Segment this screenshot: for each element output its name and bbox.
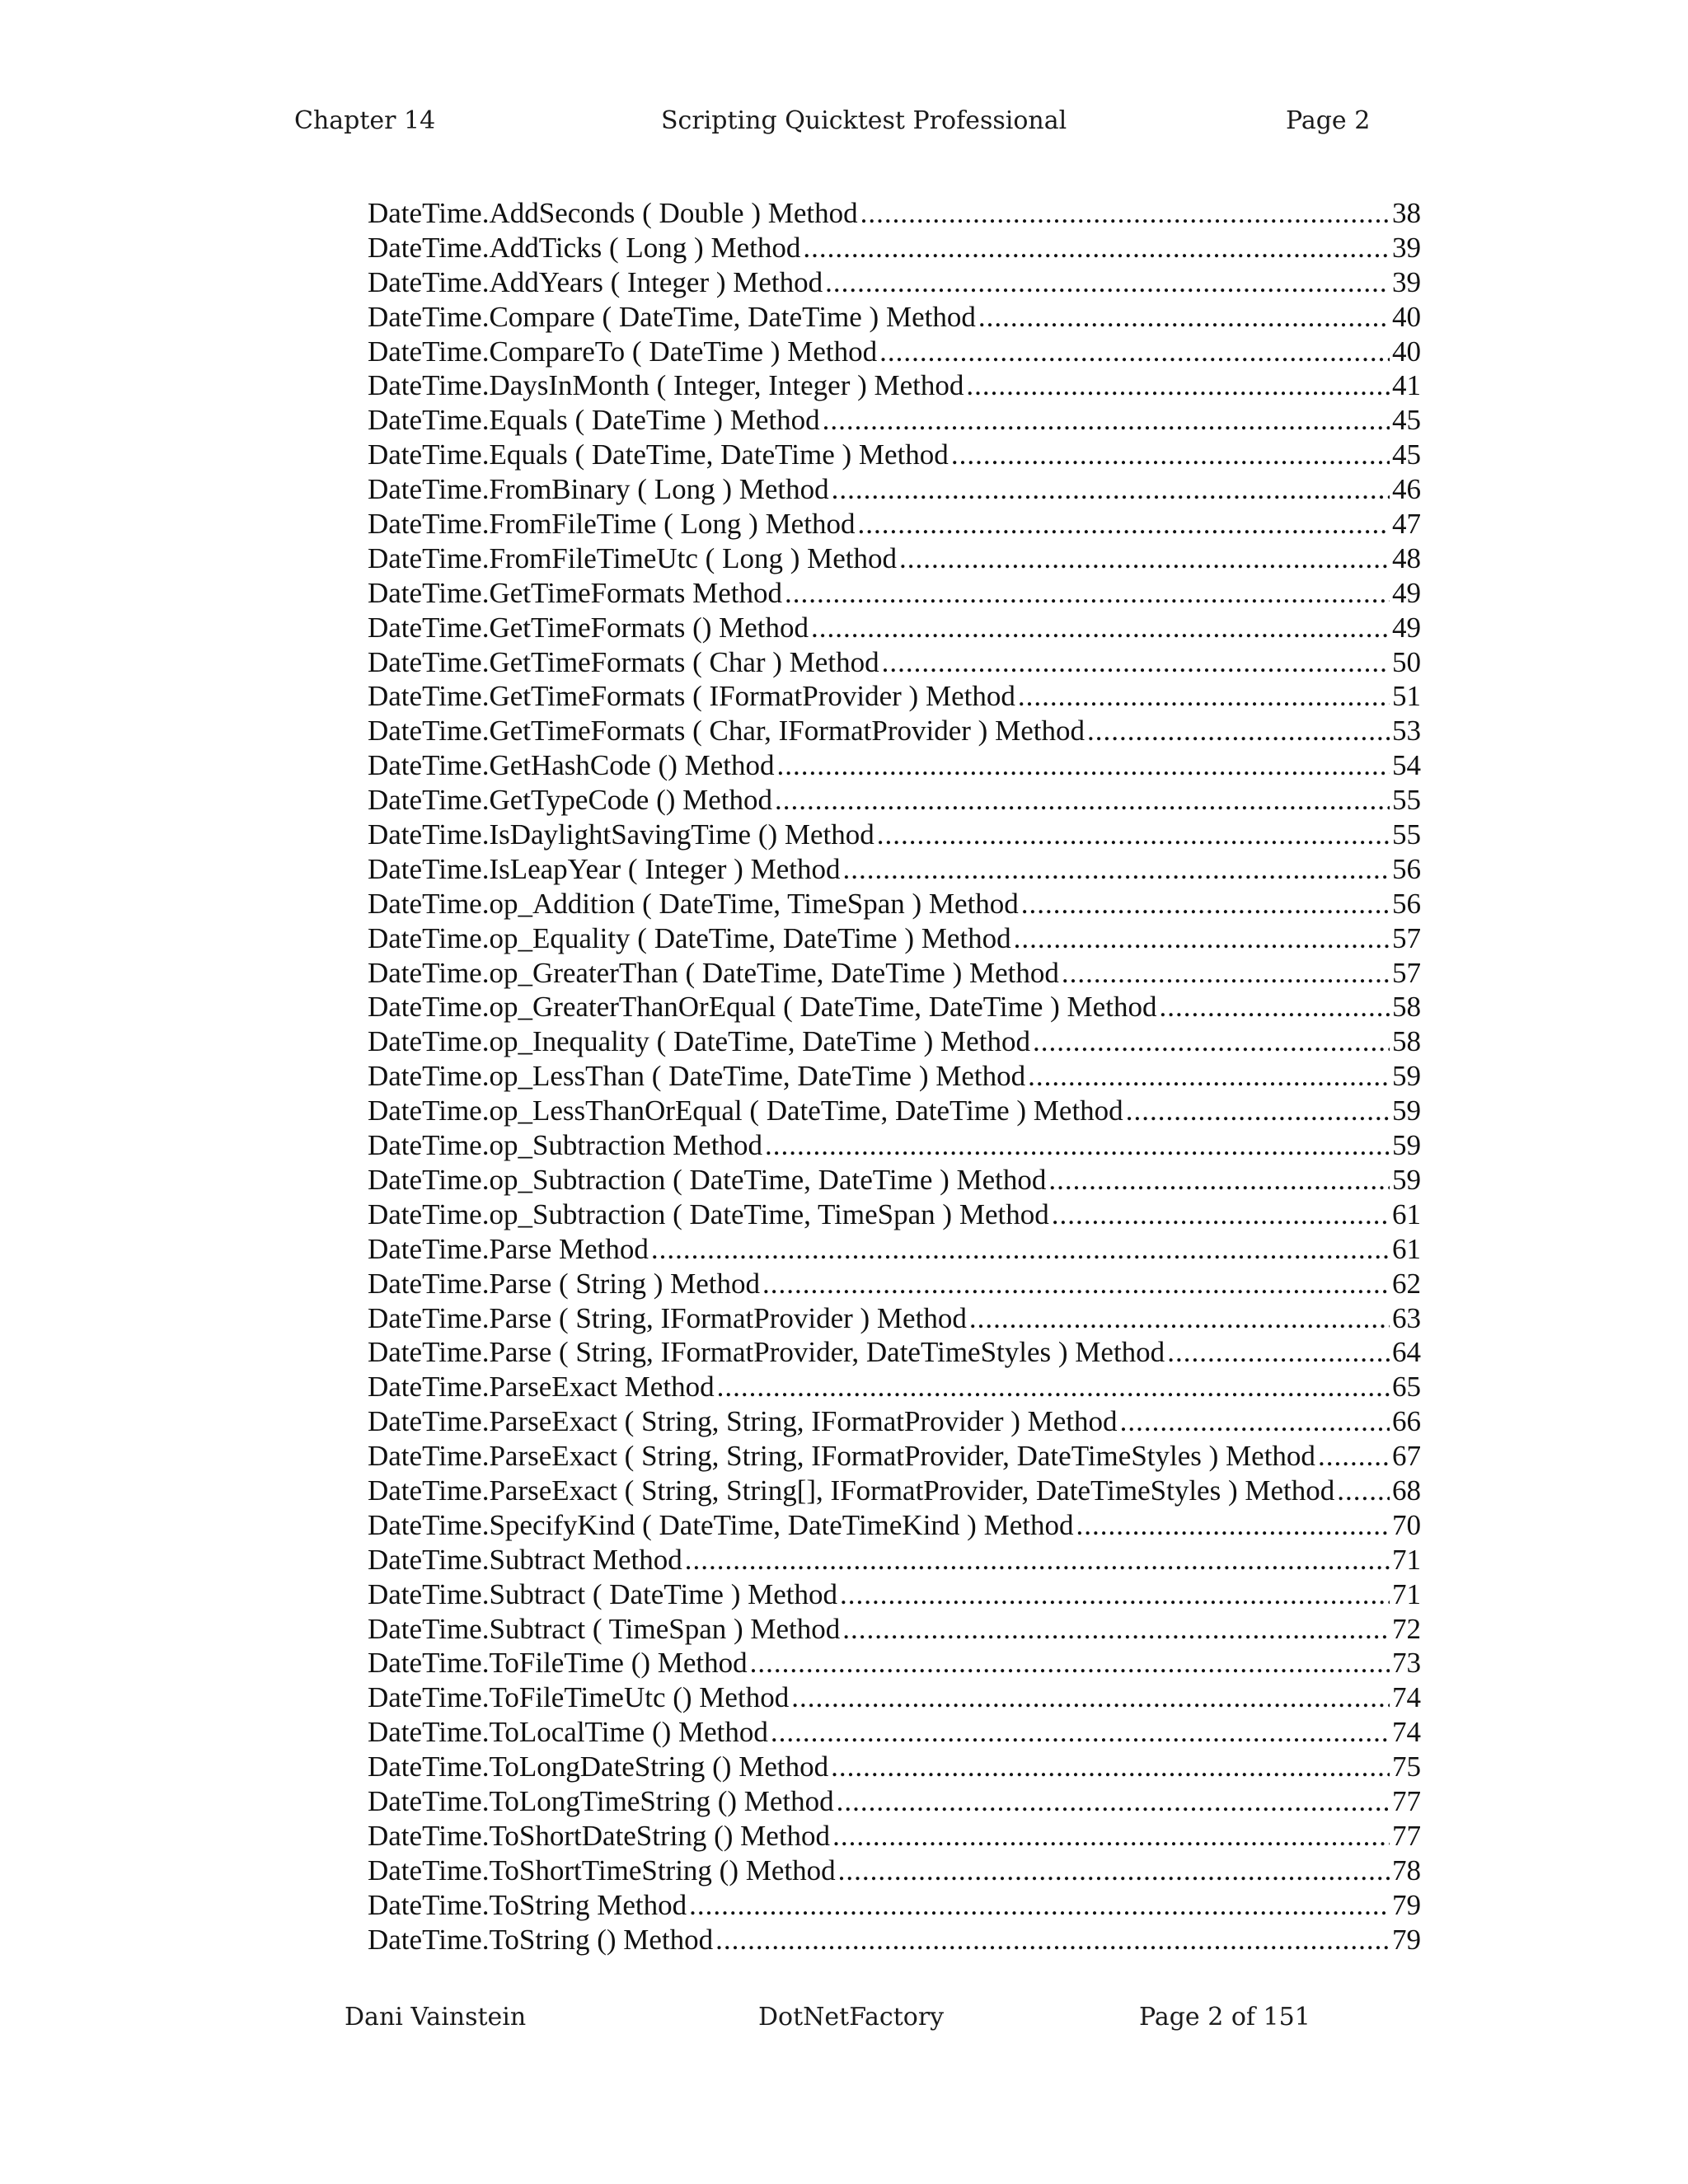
toc-entry[interactable] [368,921,1421,956]
toc-entry[interactable] [368,1888,1421,1923]
toc-dot-leader [1014,921,1390,956]
toc-entry-title: DateTime.ToLongDateString () Method [368,1750,829,1783]
toc-entry[interactable] [368,507,1421,541]
toc-dot-leader [877,818,1390,852]
toc-dot-leader [966,368,1390,403]
toc-entry-page: 57 [1392,956,1421,989]
toc-entry[interactable] [368,783,1421,818]
toc-entry-title: DateTime.ParseExact ( String, String, IFormatProvider, DateTimeStyles ) Method [368,1440,1315,1473]
toc-entry[interactable] [368,1784,1421,1819]
toc-entry-page: 55 [1392,818,1421,851]
toc-dot-leader [762,1267,1390,1301]
toc-entry-page: 63 [1392,1301,1421,1334]
toc-entry[interactable] [368,1577,1421,1612]
toc-entry-title: DateTime.GetTimeFormats ( IFormatProvider ) Method [368,680,1015,713]
toc-entry-page: 49 [1392,611,1421,644]
toc-entry-title: DateTime.Compare ( DateTime, DateTime ) Method [368,300,976,333]
toc-entry[interactable] [368,1404,1421,1439]
toc-dot-leader [823,403,1390,438]
toc-dot-leader [1062,956,1390,991]
toc-dot-leader [832,472,1390,507]
toc-dot-leader [838,1854,1390,1888]
toc-entry-title: DateTime.op_GreaterThanOrEqual ( DateTime, DateTime ) Method [368,991,1157,1024]
toc-entry-page: 50 [1392,645,1421,678]
toc-entry[interactable] [368,1715,1421,1750]
toc-entry-title: DateTime.Equals ( DateTime, DateTime ) Method [368,438,949,471]
toc-dot-leader [899,541,1390,576]
toc-entry-page: 71 [1392,1543,1421,1576]
header-chapter: Chapter 14 [294,106,436,135]
toc-dot-leader [791,1680,1390,1715]
toc-entry-page: 61 [1392,1197,1421,1230]
toc-entry-page: 61 [1392,1232,1421,1265]
toc-entry-page: 59 [1392,1094,1421,1127]
toc-entry-title: DateTime.GetTypeCode () Method [368,784,773,817]
toc-entry-title: DateTime.AddTicks ( Long ) Method [368,231,801,264]
toc-entry-title: DateTime.ParseExact ( String, String[], IFormatProvider, DateTimeStyles ) Method [368,1474,1335,1507]
toc-entry-title: DateTime.DaysInMonth ( Integer, Integer ) Method [368,369,964,402]
toc-entry-page: 75 [1392,1750,1421,1783]
toc-entry-page: 79 [1392,1888,1421,1921]
toc-entry-title: DateTime.Parse ( String, IFormatProvider, DateTimeStyles ) Method [368,1336,1165,1369]
toc-entry-page: 48 [1392,541,1421,574]
toc-entry-title: DateTime.GetTimeFormats Method [368,576,782,609]
toc-entry[interactable] [368,403,1421,438]
toc-dot-leader [775,783,1390,818]
toc-entry-title: DateTime.GetTimeFormats ( Char ) Method [368,645,879,678]
toc-entry-title: DateTime.IsLeapYear ( Integer ) Method [368,852,841,885]
toc-entry-title: DateTime.FromFileTime ( Long ) Method [368,508,856,541]
toc-entry-page: 74 [1392,1716,1421,1749]
toc-entry-page: 77 [1392,1784,1421,1817]
toc-entry[interactable] [368,1646,1421,1680]
toc-dot-leader [857,507,1390,541]
toc-entry-title: DateTime.ToString () Method [368,1923,714,1956]
toc-entry-page: 64 [1392,1336,1421,1369]
toc-entry-title: DateTime.AddSeconds ( Double ) Method [368,197,858,229]
toc-entry-title: DateTime.op_GreaterThan ( DateTime, DateTime ) Method [368,956,1059,989]
toc-entry[interactable] [368,1508,1421,1543]
toc-entry-page: 73 [1392,1647,1421,1680]
toc-dot-leader [811,611,1390,645]
toc-entry[interactable] [368,1923,1421,1957]
toc-entry[interactable] [368,1370,1421,1404]
toc-entry-page: 68 [1392,1474,1421,1507]
toc-entry[interactable] [368,231,1421,265]
toc-entry-title: DateTime.op_Subtraction Method [368,1129,762,1162]
toc-dot-leader [1159,990,1390,1024]
toc-entry-page: 39 [1392,265,1421,298]
toc-entry[interactable] [368,1680,1421,1715]
toc-dot-leader [651,1232,1390,1267]
toc-entry-title: DateTime.op_Addition ( DateTime, TimeSpan ) Method [368,887,1019,920]
toc-dot-leader [1021,887,1390,921]
toc-dot-leader [832,1819,1390,1854]
toc-entry-title: DateTime.CompareTo ( DateTime ) Method [368,335,878,368]
toc-dot-leader [882,645,1390,680]
toc-dot-leader [717,1370,1390,1404]
toc-entry-page: 53 [1392,715,1421,748]
footer-section: DotNetFactory [758,2003,945,2032]
toc-dot-leader [1167,1335,1390,1370]
toc-entry[interactable] [368,265,1421,300]
toc-dot-leader [1076,1508,1390,1543]
toc-entry-page: 38 [1392,197,1421,229]
toc-entry-title: DateTime.ParseExact Method [368,1371,715,1404]
toc-entry[interactable] [368,438,1421,472]
toc-dot-leader [1120,1404,1390,1439]
toc-entry-page: 74 [1392,1681,1421,1714]
toc-entry-title: DateTime.Parse ( String, IFormatProvider ) Method [368,1301,967,1334]
toc-entry-page: 71 [1392,1577,1421,1610]
toc-dot-leader [825,265,1390,300]
toc-entry-title: DateTime.op_LessThanOrEqual ( DateTime, DateTime ) Method [368,1094,1123,1127]
toc-entry-page: 57 [1392,921,1421,954]
toc-dot-leader [771,1715,1390,1750]
toc-dot-leader [785,576,1390,611]
toc-entry-page: 78 [1392,1854,1421,1886]
toc-entry-page: 40 [1392,335,1421,368]
toc-entry-page: 77 [1392,1819,1421,1852]
toc-entry-title: DateTime.Parse Method [368,1232,649,1265]
toc-dot-leader [879,335,1390,369]
toc-entry-title: DateTime.Equals ( DateTime ) Method [368,404,820,437]
toc-entry[interactable] [368,335,1421,369]
toc-dot-leader [1048,1163,1390,1197]
toc-entry-title: DateTime.Parse ( String ) Method [368,1267,761,1300]
toc-entry[interactable] [368,541,1421,576]
toc-entry[interactable] [368,611,1421,645]
toc-entry[interactable] [368,1543,1421,1577]
toc-entry[interactable] [368,748,1421,783]
toc-entry[interactable] [368,645,1421,680]
toc-entry-page: 49 [1392,576,1421,609]
toc-entry-page: 54 [1392,749,1421,782]
toc-entry-page: 40 [1392,300,1421,333]
toc-entry[interactable] [368,576,1421,611]
toc-entry[interactable] [368,818,1421,852]
toc-entry[interactable] [368,887,1421,921]
toc-entry-title: DateTime.AddYears ( Integer ) Method [368,265,823,298]
toc-entry[interactable] [368,1094,1421,1128]
toc-entry[interactable] [368,300,1421,335]
toc-dot-leader [1033,1024,1390,1059]
footer-page-count: Page 2 of 151 [1139,2003,1311,2032]
toc-entry-page: 59 [1392,1129,1421,1162]
toc-entry-page: 66 [1392,1405,1421,1438]
toc-entry-page: 65 [1392,1371,1421,1404]
toc-entry-title: DateTime.SpecifyKind ( DateTime, DateTimeKind ) Method [368,1508,1074,1541]
toc-entry-title: DateTime.GetTimeFormats ( Char, IFormatProvider ) Method [368,715,1085,748]
toc-entry-title: DateTime.GetHashCode () Method [368,749,775,782]
toc-entry[interactable] [368,1750,1421,1784]
toc-entry[interactable] [368,1854,1421,1888]
toc-entry[interactable] [368,990,1421,1024]
toc-entry-page: 59 [1392,1163,1421,1196]
toc-entry-page: 59 [1392,1060,1421,1093]
toc-dot-leader [803,231,1390,265]
toc-dot-leader [1028,1059,1390,1094]
toc-dot-leader [1318,1439,1390,1474]
toc-entry-page: 39 [1392,231,1421,264]
toc-entry-page: 58 [1392,1025,1421,1058]
toc-entry-title: DateTime.ToShortTimeString () Method [368,1854,836,1886]
toc-dot-leader [969,1301,1390,1336]
toc-entry[interactable] [368,1024,1421,1059]
toc-entry-title: DateTime.ToFileTimeUtc () Method [368,1681,790,1714]
toc-entry-title: DateTime.IsDaylightSavingTime () Method [368,818,874,851]
toc-dot-leader [777,748,1390,783]
table-of-contents [368,196,1421,1957]
toc-entry-title: DateTime.ToShortDateString () Method [368,1819,831,1852]
toc-entry[interactable] [368,1059,1421,1094]
toc-entry-title: DateTime.FromFileTimeUtc ( Long ) Method [368,541,897,574]
toc-entry[interactable] [368,368,1421,403]
toc-dot-leader [689,1888,1390,1923]
toc-dot-leader [978,300,1390,335]
toc-dot-leader [1018,679,1390,714]
toc-entry-page: 70 [1392,1508,1421,1541]
toc-entry-page: 46 [1392,473,1421,506]
toc-dot-leader [750,1646,1390,1680]
toc-entry-title: DateTime.op_Subtraction ( DateTime, TimeSpan ) Method [368,1197,1049,1230]
toc-dot-leader [842,1612,1390,1647]
toc-entry[interactable] [368,1163,1421,1197]
toc-entry[interactable] [368,1301,1421,1336]
toc-entry[interactable] [368,196,1421,231]
toc-entry-page: 45 [1392,438,1421,471]
toc-entry[interactable] [368,1612,1421,1647]
toc-entry[interactable] [368,1267,1421,1301]
toc-entry[interactable] [368,679,1421,714]
header-page-number: Page 2 [1286,106,1371,135]
toc-entry[interactable] [368,852,1421,887]
toc-dot-leader [1126,1094,1390,1128]
toc-entry-title: DateTime.ToFileTime () Method [368,1647,748,1680]
toc-entry-page: 56 [1392,852,1421,885]
toc-dot-leader [765,1128,1390,1163]
toc-entry[interactable] [368,956,1421,991]
toc-entry[interactable] [368,1439,1421,1474]
toc-entry-title: DateTime.op_LessThan ( DateTime, DateTime ) Method [368,1060,1026,1093]
toc-dot-leader [715,1923,1390,1957]
toc-dot-leader [1087,714,1390,748]
toc-entry-title: DateTime.ToLocalTime () Method [368,1716,768,1749]
toc-entry-page: 58 [1392,991,1421,1024]
page-header [0,105,1688,138]
toc-entry-page: 47 [1392,508,1421,541]
toc-entry[interactable] [368,1197,1421,1232]
toc-entry-page: 41 [1392,369,1421,402]
toc-entry-title: DateTime.ToString Method [368,1888,687,1921]
toc-entry[interactable] [368,1232,1421,1267]
toc-entry[interactable] [368,1819,1421,1854]
toc-entry[interactable] [368,1335,1421,1370]
toc-dot-leader [837,1784,1390,1819]
toc-entry-title: DateTime.FromBinary ( Long ) Method [368,473,829,506]
toc-entry-title: DateTime.Subtract Method [368,1543,682,1576]
toc-entry-title: DateTime.op_Subtraction ( DateTime, DateTime ) Method [368,1163,1047,1196]
toc-dot-leader [1052,1197,1390,1232]
toc-entry[interactable] [368,1128,1421,1163]
toc-dot-leader [685,1543,1390,1577]
page-footer [0,2001,1688,2034]
toc-entry-page: 55 [1392,784,1421,817]
toc-entry-page: 67 [1392,1440,1421,1473]
toc-entry[interactable] [368,472,1421,507]
footer-author: Dani Vainstein [345,2003,527,2032]
toc-entry-page: 51 [1392,680,1421,713]
toc-entry-page: 72 [1392,1612,1421,1645]
toc-entry[interactable] [368,1474,1421,1508]
toc-dot-leader [860,196,1390,231]
toc-dot-leader [842,852,1390,887]
toc-dot-leader [840,1577,1390,1612]
toc-entry-page: 79 [1392,1923,1421,1956]
toc-dot-leader [1337,1474,1390,1508]
header-book-title: Scripting Quicktest Professional [661,106,1067,135]
toc-entry-title: DateTime.op_Inequality ( DateTime, DateTime ) Method [368,1025,1030,1058]
toc-dot-leader [951,438,1390,472]
toc-entry-page: 45 [1392,404,1421,437]
toc-entry-title: DateTime.ToLongTimeString () Method [368,1784,834,1817]
toc-entry-title: DateTime.GetTimeFormats () Method [368,611,809,644]
toc-entry-title: DateTime.op_Equality ( DateTime, DateTime ) Method [368,921,1011,954]
toc-entry-title: DateTime.Subtract ( TimeSpan ) Method [368,1612,841,1645]
toc-entry-page: 62 [1392,1267,1421,1300]
toc-entry-page: 56 [1392,887,1421,920]
toc-entry[interactable] [368,714,1421,748]
toc-entry-title: DateTime.Subtract ( DateTime ) Method [368,1577,837,1610]
toc-dot-leader [831,1750,1390,1784]
toc-entry-title: DateTime.ParseExact ( String, String, IFormatProvider ) Method [368,1405,1118,1438]
